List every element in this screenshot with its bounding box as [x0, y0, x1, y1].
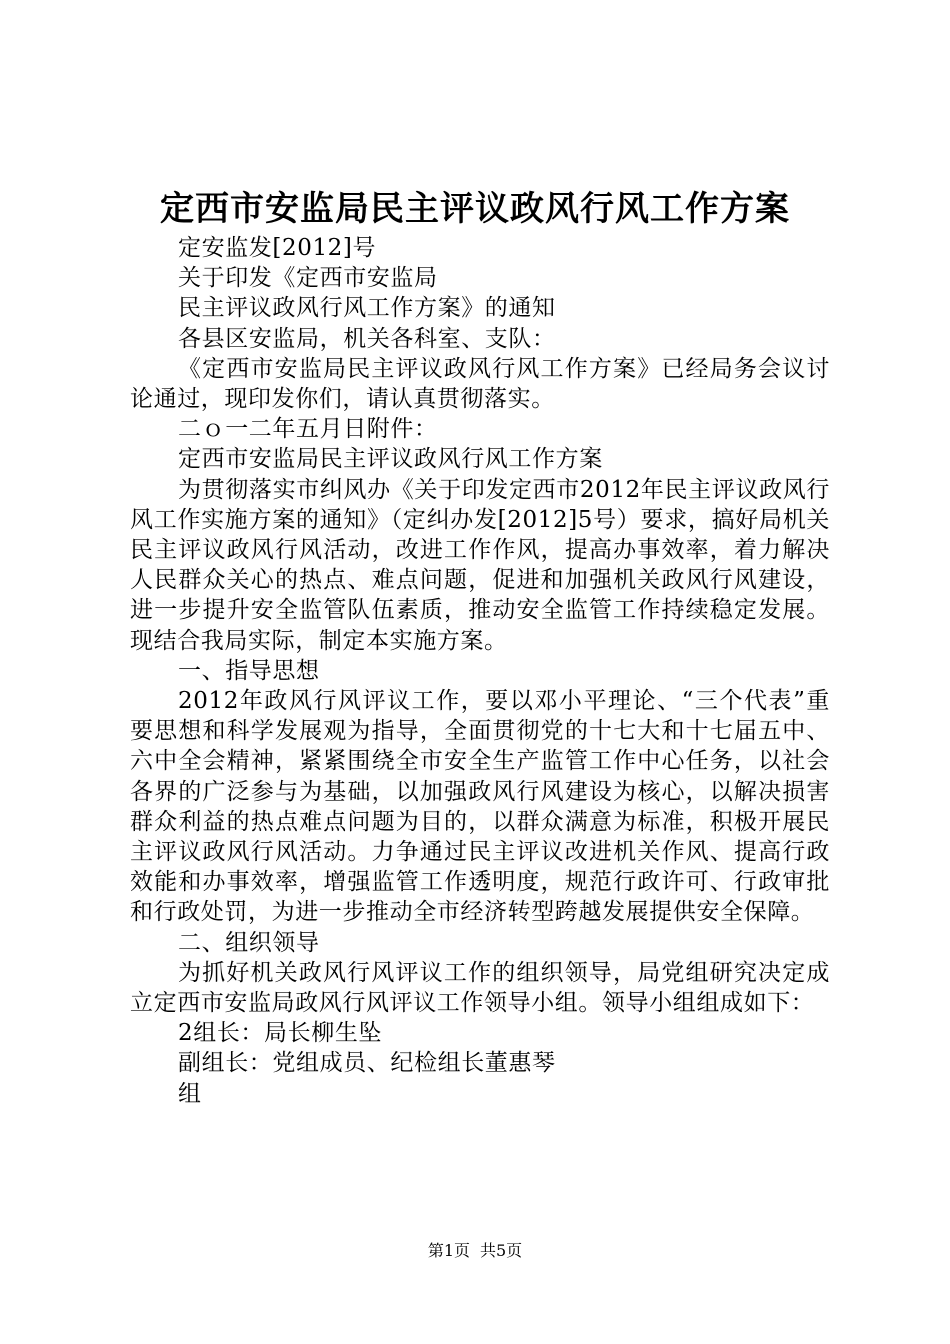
section-heading-organization: 二、组织领导 [178, 929, 320, 956]
organization-paragraph: 为抓好机关政风行风评议工作的组织领导，局党组研究决定成立定西市安监局政风行风评议工作领导小组。领导小组组成如下： [130, 959, 830, 1017]
document-body [130, 233, 830, 1109]
document-title: 定西市安监局民主评议政风行风工作方案 [160, 189, 790, 229]
notice-title-line2: 民主评议政风行风工作方案》的通知 [178, 295, 556, 322]
attachment-title: 定西市安监局民主评议政风行风工作方案 [178, 446, 603, 473]
page-total: 共5页 [480, 1241, 523, 1260]
page-number: 第1页 [427, 1241, 470, 1260]
doc-number: 定安监发[2012]号 [178, 235, 377, 261]
guiding-ideology-paragraph: 2012年政风行风评议工作，要以邓小平理论、“三个代表”重要思想和科学发展观为指导，全面贯彻党的十七大和十七届五中、六中全会精神，紧紧围绕全市安全生产监管工作中心任务，以社会各界的广泛参与为基础，以加强政风行风建设为核心，以解决损害群众利益的热点难点问题为目的，以群众满意为标准，积极开展民主评议政风行风活动。力争通过民主评议改进机关作风、提高行政效能和办事效率，增强监管工作透明度，规范行政许可、行政审批和行政处罚，为进一步推动全市经济转型跨越发展提供安全保障。 [130, 688, 830, 926]
section-heading-guiding-ideology: 一、指导思想 [178, 657, 320, 684]
notice-body: 《定西市安监局民主评议政风行风工作方案》已经局务会议讨论通过，现印发你们，请认真贯彻落实。 [130, 355, 830, 413]
leader-line: 2组长：局长柳生坠 [178, 1020, 383, 1047]
member-line: 组 [178, 1080, 202, 1107]
deputy-leader-line: 副组长：党组成员、纪检组长董惠琴 [178, 1050, 556, 1077]
intro-paragraph: 为贯彻落实市纠风办《关于印发定西市2012年民主评议政风行风工作实施方案的通知》（定纠办发[2012]5号）要求，搞好局机关民主评议政风行风活动，改进工作作风，提高办事效率，着力解决人民群众关心的热点、难点问题，促进和加强机关政风行风建设，进一步提升安全监管队伍素质，推动安全监管工作持续稳定发展。现结合我局实际，制定本实施方案。 [130, 476, 830, 654]
date-attachment: 二ｏ一二年五月日附件： [178, 416, 438, 443]
notice-title-line1: 关于印发《定西市安监局 [178, 265, 438, 292]
addressees: 各县区安监局，机关各科室、支队： [178, 325, 556, 352]
page-footer [0, 1241, 950, 1261]
